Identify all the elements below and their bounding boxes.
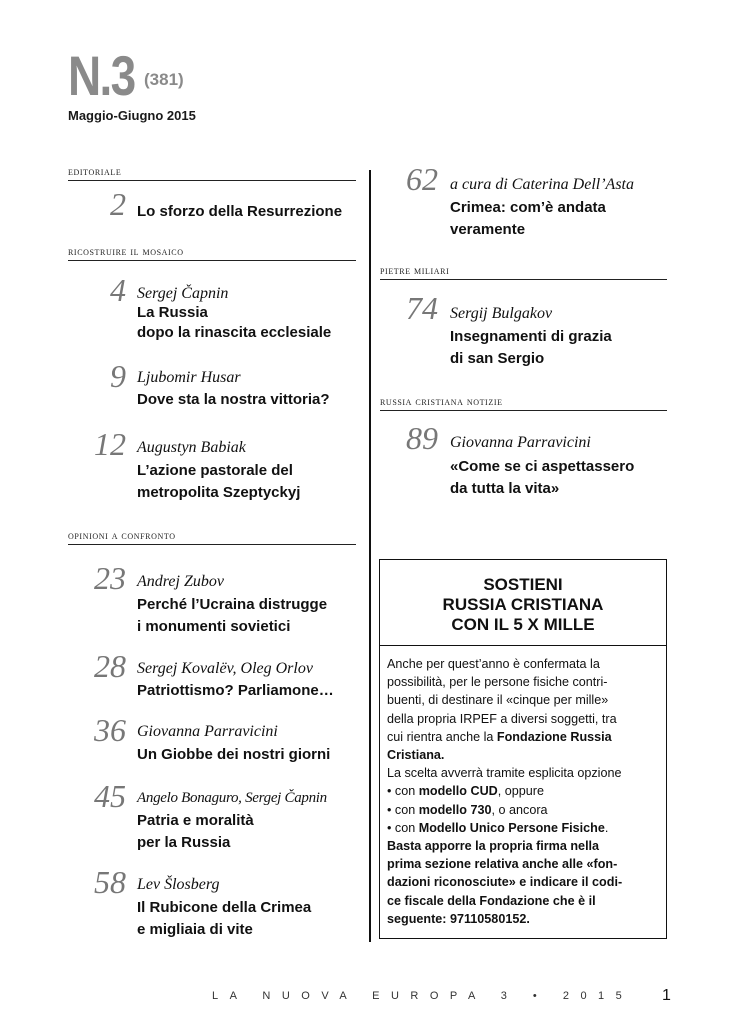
page-number: 62 xyxy=(406,161,438,197)
entry-author: Sergej Kovalëv, Oleg Orlov xyxy=(137,660,313,677)
entry-title-line-2: per la Russia xyxy=(137,834,231,851)
promo-text-line: buenti, di destinare il «cinque per mille» xyxy=(387,693,609,708)
entry-author: Andrej Zubov xyxy=(137,573,224,590)
issue-number: N.3 xyxy=(68,44,135,107)
entry-author: Giovanna Parravicini xyxy=(450,434,591,451)
page-number: 58 xyxy=(94,864,126,900)
promo-text-line: possibilità, per le persone fisiche contri- xyxy=(387,675,608,690)
page-number: 23 xyxy=(94,560,126,596)
foundation-name: Fondazione Russia xyxy=(496,729,612,744)
issue-total: (381) xyxy=(144,70,184,89)
page-number: 74 xyxy=(406,290,438,326)
entry-title-line-1: La Russia xyxy=(137,304,208,321)
promo-heading-line-1: SOSTIENI xyxy=(483,575,563,594)
section-pietre-miliari: pietre miliari xyxy=(380,265,667,280)
promo-text-line: La scelta avverrà tramite esplicita opzione xyxy=(387,766,622,781)
entry-title-line-1: Il Rubicone della Crimea xyxy=(137,899,312,916)
page-number: 12 xyxy=(94,426,126,462)
entry-author: Sergej Čapnin xyxy=(137,285,229,302)
entry-title-line-2: e migliaia di vite xyxy=(137,921,253,938)
promo-text-line: Cristiana. xyxy=(387,748,445,763)
entry-author: Ljubomir Husar xyxy=(137,369,241,386)
entry-title-line-2: veramente xyxy=(450,221,526,238)
issue-header xyxy=(68,44,184,107)
section-editoriale: editoriale xyxy=(68,166,356,181)
entry-author: Sergij Bulgakov xyxy=(450,305,553,322)
entry-title: Un Giobbe dei nostri giorni xyxy=(137,746,331,763)
promo-body xyxy=(387,655,661,928)
promo-text-line: ce fiscale della Fondazione che è il xyxy=(387,893,596,908)
entry-title-line-1: L’azione pastorale del xyxy=(137,462,293,479)
column-divider xyxy=(369,170,371,942)
promo-text-line: Basta apporre la propria firma nella xyxy=(387,839,600,854)
entry-title: Patriottismo? Parliamone… xyxy=(137,682,334,699)
promo-text-line: dazioni riconosciute» e indicare il codi- xyxy=(387,875,623,890)
promo-text-line: Anche per quest’anno è confermata la xyxy=(387,657,600,671)
page-number: 9 xyxy=(110,358,126,394)
fiscal-code: seguente: 97110580152. xyxy=(387,911,530,926)
promo-heading-line-2: RUSSIA CRISTIANA xyxy=(442,595,604,614)
promo-bullet-cud: • con modello CUD, oppure xyxy=(387,784,544,799)
promo-heading-line-3: CON IL 5 X MILLE xyxy=(451,615,595,634)
entry-title-line-1: Perché l’Ucraina distrugge xyxy=(137,596,328,613)
entry-author: Augustyn Babiak xyxy=(137,439,246,456)
issue-date: Maggio-Giugno 2015 xyxy=(68,108,196,123)
page-number-footer: 1 xyxy=(662,987,671,1004)
entry-author: Angelo Bonaguro, Sergej Čapnin xyxy=(137,790,327,806)
page-number: 89 xyxy=(406,420,438,456)
promo-bullet-unico: • con Modello Unico Persone Fisiche. xyxy=(387,820,609,835)
entry-title-line-2: metropolita Szeptyckyj xyxy=(137,484,301,501)
running-footer: LA NUOVA EUROPA 3 • 2015 xyxy=(212,990,634,1002)
entry-title-line-1: Crimea: com’è andata xyxy=(450,199,606,216)
entry-title-line-1: Patria e moralità xyxy=(137,812,254,829)
promo-text-line: prima sezione relativa anche alle «fon- xyxy=(387,857,618,872)
section-ricostruire: ricostruire il mosaico xyxy=(68,246,356,261)
entry-title-line-1: «Come se ci aspettassero xyxy=(450,458,635,475)
entry-title: Dove sta la nostra vittoria? xyxy=(137,391,330,408)
page-number: 36 xyxy=(94,712,126,748)
entry-title-line-2: di san Sergio xyxy=(450,350,545,367)
section-notizie: russia cristiana notizie xyxy=(380,396,667,411)
page-number: 4 xyxy=(110,272,126,308)
promo-heading xyxy=(380,560,666,646)
page-number: 28 xyxy=(94,648,126,684)
promo-text-line: della propria IRPEF a diversi soggetti, tra xyxy=(387,711,617,726)
entry-title-line-1: Insegnamenti di grazia xyxy=(450,328,612,345)
entry-author: Giovanna Parravicini xyxy=(137,723,278,740)
five-per-mille-box xyxy=(379,559,667,939)
entry-title-line-2: da tutta la vita» xyxy=(450,480,560,497)
entry-author: Lev Šlosberg xyxy=(137,876,220,893)
page-number: 2 xyxy=(110,186,126,222)
promo-text-line: cui rientra anche la Fondazione Russia xyxy=(387,729,612,744)
entry-title-line-2: dopo la rinascita ecclesiale xyxy=(137,324,332,341)
entry-author: a cura di Caterina Dell’Asta xyxy=(450,176,634,193)
promo-bullet-730: • con modello 730, o ancora xyxy=(387,802,548,817)
page-number: 45 xyxy=(94,778,126,814)
entry-title-line-2: i monumenti sovietici xyxy=(137,618,291,635)
section-opinioni: opinioni a confronto xyxy=(68,530,356,545)
entry-title: Lo sforzo della Resurrezione xyxy=(137,203,343,220)
